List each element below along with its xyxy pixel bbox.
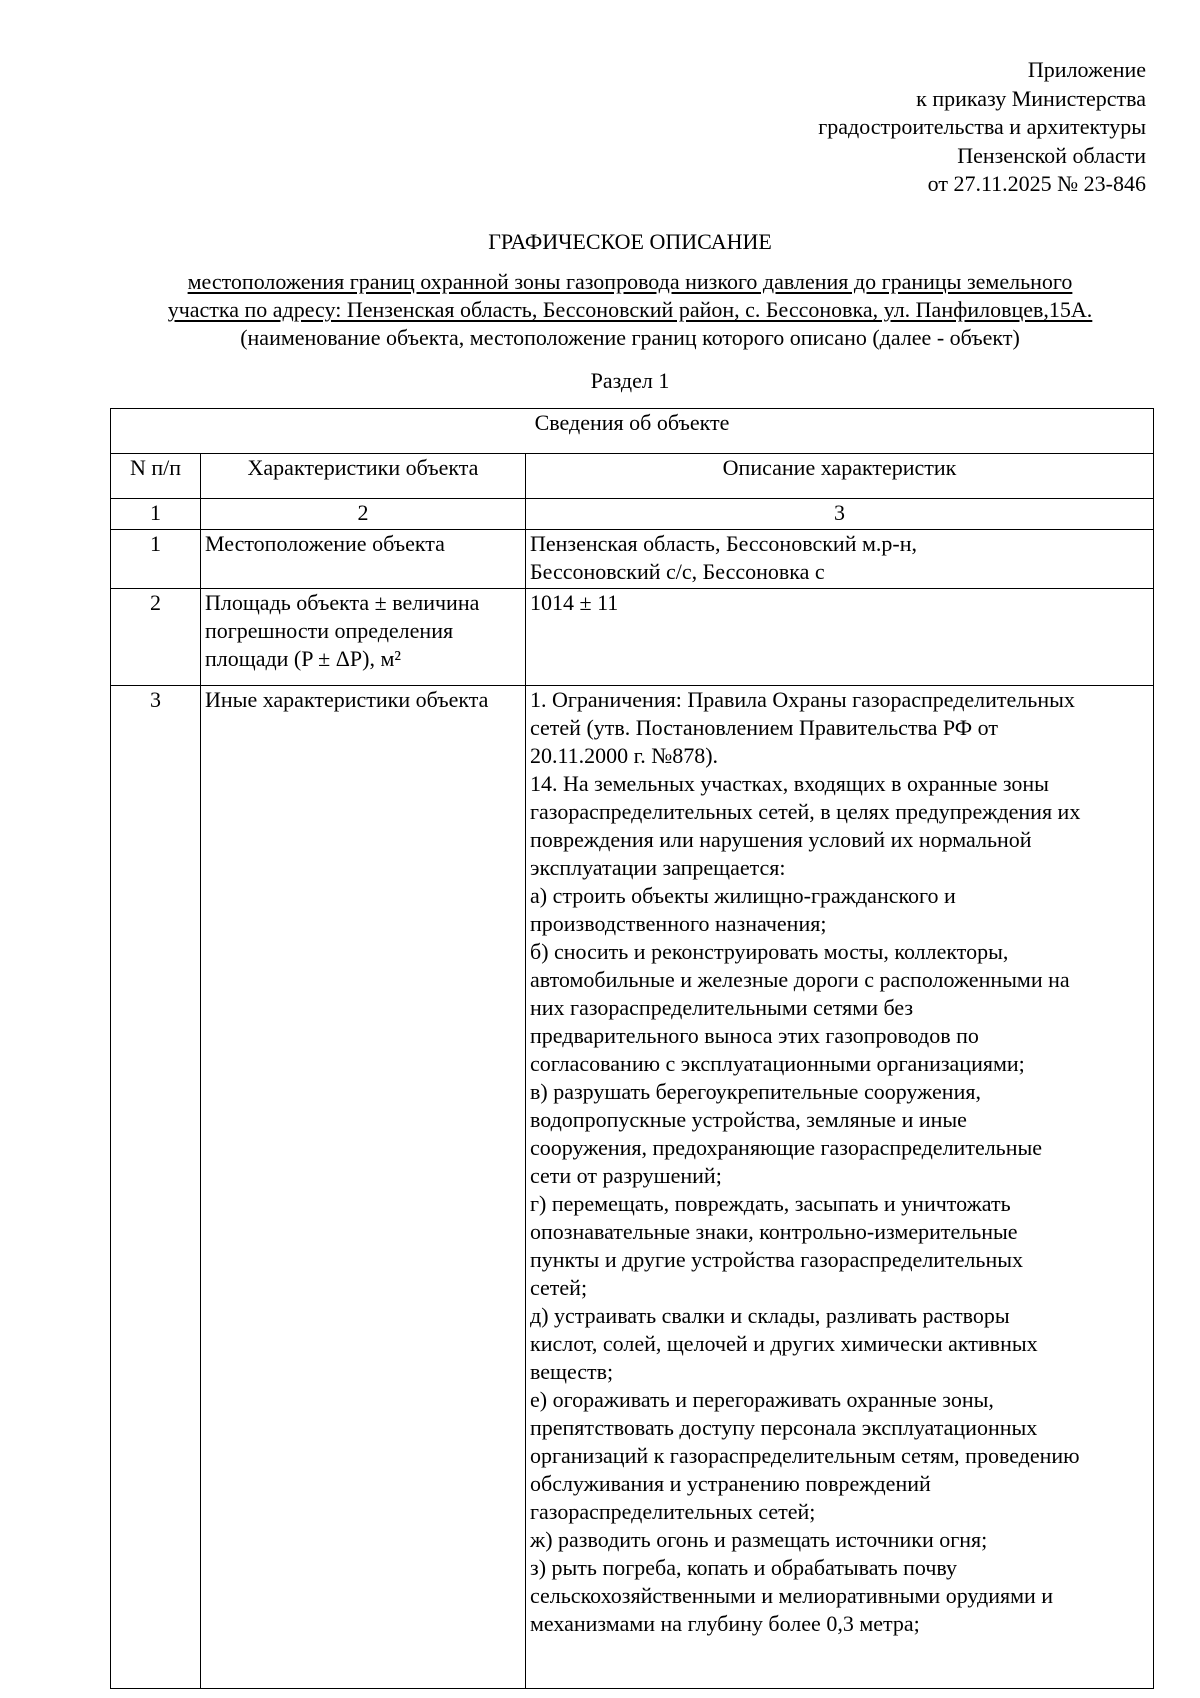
description-line: сельскохозяйственными и мелиоративными орудиями и — [530, 1583, 1054, 1608]
table-row — [111, 686, 1154, 1689]
table-header-row — [111, 454, 1154, 499]
description-line: 20.11.2000 г. №878). — [530, 743, 719, 768]
description-line: 1014 ± 11 — [530, 590, 619, 615]
description-line: них газораспределительными сетями без — [530, 995, 914, 1020]
object-info-table — [110, 408, 1154, 1689]
subject-caption: (наименование объекта, местоположение границ которого описано (далее - объект) — [240, 325, 1020, 350]
characteristic-cell — [201, 589, 526, 686]
row-number: 3 — [111, 686, 201, 1689]
description-line: Бессоновский с/с, Бессоновка с — [530, 559, 825, 584]
description-line: в) разрушать берегоукрепительные сооружения, — [530, 1079, 981, 1104]
appendix-block — [700, 56, 1146, 199]
description-line: б) сносить и реконструировать мосты, коллекторы, — [530, 939, 1009, 964]
document-title: ГРАФИЧЕСКОЕ ОПИСАНИЕ — [488, 229, 772, 254]
description-line: опознавательные знаки, контрольно-измерительные — [530, 1219, 1018, 1244]
table-row — [111, 589, 1154, 686]
characteristic-line: Площадь объекта ± величина — [205, 590, 480, 615]
table-heading-row — [111, 409, 1154, 454]
description-line: пункты и другие устройства газораспределительных — [530, 1247, 1024, 1272]
characteristic-line: площади (P ± ΔP), м² — [205, 646, 401, 671]
description-cell — [526, 530, 1154, 589]
column-number: 2 — [201, 499, 526, 530]
description-line: водопропускные устройства, земляные и иные — [530, 1107, 967, 1132]
description-line: повреждения или нарушения условий их нормальной — [530, 827, 1032, 852]
description-line: е) огораживать и перегораживать охранные зоны, — [530, 1387, 994, 1412]
description-line: механизмами на глубину более 0,3 метра; — [530, 1611, 920, 1636]
description-line: автомобильные и железные дороги с расположенными на — [530, 967, 1070, 992]
description-line: сетей (утв. Постановлением Правительства РФ от — [530, 715, 998, 740]
description-line: 1. Ограничения: Правила Охраны газораспределительных — [530, 687, 1075, 712]
subject-line: местоположения границ охранной зоны газопровода низкого давления до границы земельного — [187, 269, 1073, 294]
appendix-order-line: от 27.11.2025 № 23-846 — [927, 171, 1146, 196]
description-line: сетей; — [530, 1275, 588, 1300]
column-header: Характеристики объекта — [201, 454, 526, 499]
table-row — [111, 530, 1154, 589]
description-line: Пензенская область, Бессоновский м.р-н, — [530, 531, 917, 556]
description-line: производственного назначения; — [530, 911, 827, 936]
description-line: газораспределительных сетей, в целях предупреждения их — [530, 799, 1081, 824]
characteristic-line: Местоположение объекта — [205, 531, 445, 556]
description-line: сооружения, предохраняющие газораспределительные — [530, 1135, 1043, 1160]
description-line: г) перемещать, повреждать, засыпать и уничтожать — [530, 1191, 1011, 1216]
appendix-line: к приказу Министерства — [916, 85, 1146, 111]
description-line: ж) разводить огонь и размещать источники огня; — [530, 1527, 988, 1552]
description-line: д) устраивать свалки и склады, разливать растворы — [530, 1303, 1010, 1328]
characteristic-line: погрешности определения — [205, 618, 454, 643]
description-line: эксплуатации запрещается: — [530, 855, 786, 880]
column-number: 1 — [111, 499, 201, 530]
description-cell — [526, 686, 1154, 1689]
description-cell — [526, 589, 1154, 686]
row-number: 2 — [111, 589, 201, 686]
column-header: Описание характеристик — [526, 454, 1154, 499]
description-line: согласованию с эксплуатационными организациями; — [530, 1051, 1025, 1076]
object-subject — [60, 268, 1200, 352]
description-line: обслуживания и устранению повреждений — [530, 1471, 931, 1496]
description-line: организаций к газораспределительным сетям, проведению — [530, 1443, 1080, 1468]
row-number: 1 — [111, 530, 201, 589]
column-number: 3 — [526, 499, 1154, 530]
description-line: предварительного выноса этих газопроводов по — [530, 1023, 979, 1048]
description-line: 14. На земельных участках, входящих в охранные зоны — [530, 771, 1049, 796]
description-line: препятствовать доступу персонала эксплуатационных — [530, 1415, 1038, 1440]
characteristic-cell — [201, 530, 526, 589]
subject-line: участка по адресу: Пензенская область, Бессоновский район, с. Бессоновка, ул. Панфиловцев,15А. — [167, 297, 1093, 322]
appendix-line: градостроительства и архитектуры — [818, 114, 1146, 139]
description-line: з) рыть погреба, копать и обрабатывать почву — [530, 1555, 958, 1580]
characteristic-cell — [201, 686, 526, 1689]
description-line: веществ; — [530, 1359, 614, 1384]
column-header: N п/п — [111, 454, 201, 499]
description-line: сети от разрушений; — [530, 1163, 722, 1188]
table-heading: Сведения об объекте — [111, 409, 1154, 454]
description-line: газораспределительных сетей; — [530, 1499, 816, 1524]
column-number-row — [111, 499, 1154, 530]
section-heading: Раздел 1 — [590, 368, 670, 393]
appendix-line: Пензенской области — [957, 142, 1146, 168]
description-line: кислот, солей, щелочей и других химически активных — [530, 1331, 1038, 1356]
characteristic-line: Иные характеристики объекта — [205, 687, 489, 712]
description-line: а) строить объекты жилищно-гражданского и — [530, 883, 956, 908]
appendix-line: Приложение — [1027, 57, 1146, 82]
